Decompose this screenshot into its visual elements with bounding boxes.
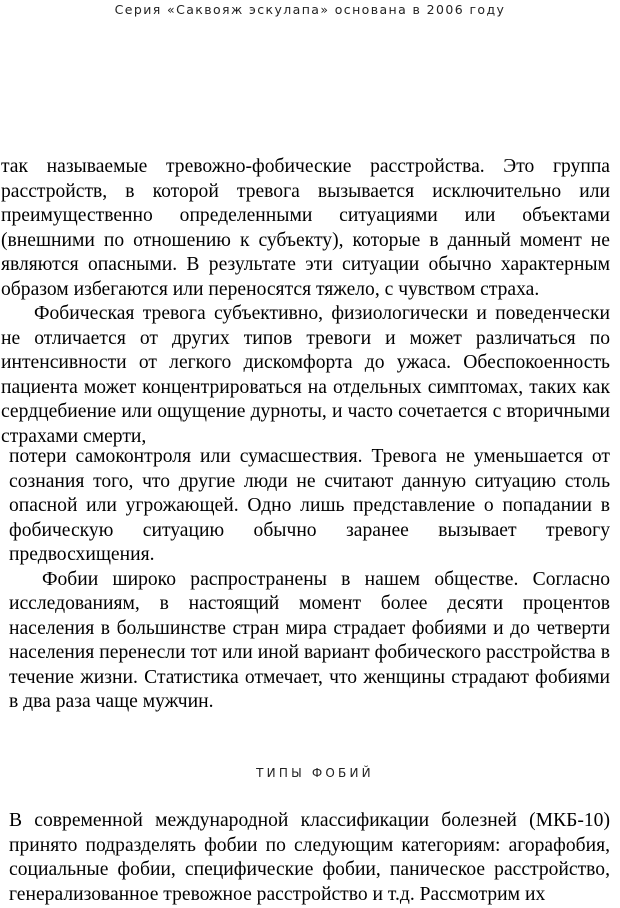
- paragraph: В современной международной классификации болезней (МКБ-10) принято подразделять фобии по следующим категориям: агорафобия, социальные фобии, специфические фобии, паническое расстройство, генерализованное тревожное расстройство и т.д. Рассмотрим их: [9, 810, 610, 905]
- section-heading: ТИПЫ ФОБИЙ: [256, 766, 374, 780]
- paragraph: потери самоконтроля или сумасшествия. Тревога не уменьшается от сознания того, что другие люди не считают данную ситуацию столь опасной или угрожающей. Одно лишь представление о попадании в фобическую ситуацию обычно заранее вызывает тревогу предвосхищения.: [9, 446, 610, 565]
- text-block-middle: [9, 445, 610, 715]
- text-block-section: [9, 809, 610, 907]
- paragraph: так называемые тревожно-фобические расстройства. Это группа расстройств, в которой тревога вызывается исключительно или преимущественно определенными ситуациями или объектами (внешними по отношению к субъекту), которые в данный момент не являются опасными. В результате эти ситуации обычно характерным образом избегаются или переносятся тяжело, с чувством страха.: [1, 156, 610, 300]
- text-block-top: [1, 155, 610, 449]
- paragraph: Фобическая тревога субъективно, физиологически и поведенчески не отличается от других типов тревоги и может различаться по интенсивности от легкого дискомфорта до ужаса. Обеспокоенность пациента может концентрироваться на отдельных симптомах, таких как сердцебиение или ощущение дурноты, и часто сочетается с вторичными страхами смерти,: [1, 303, 610, 447]
- series-header: Серия «Саквояж эскулапа» основана в 2006 году: [114, 2, 506, 17]
- paragraph: Фобии широко распространены в нашем обществе. Согласно исследованиям, в настоящий момент более десяти процентов населения в большинстве стран мира страдает фобиями и до четверти населения перенесли тот или иной вариант фобического расстройства в течение жизни. Статистика отмечает, что женщины страдают фобиями в два раза чаще мужчин.: [9, 568, 610, 712]
